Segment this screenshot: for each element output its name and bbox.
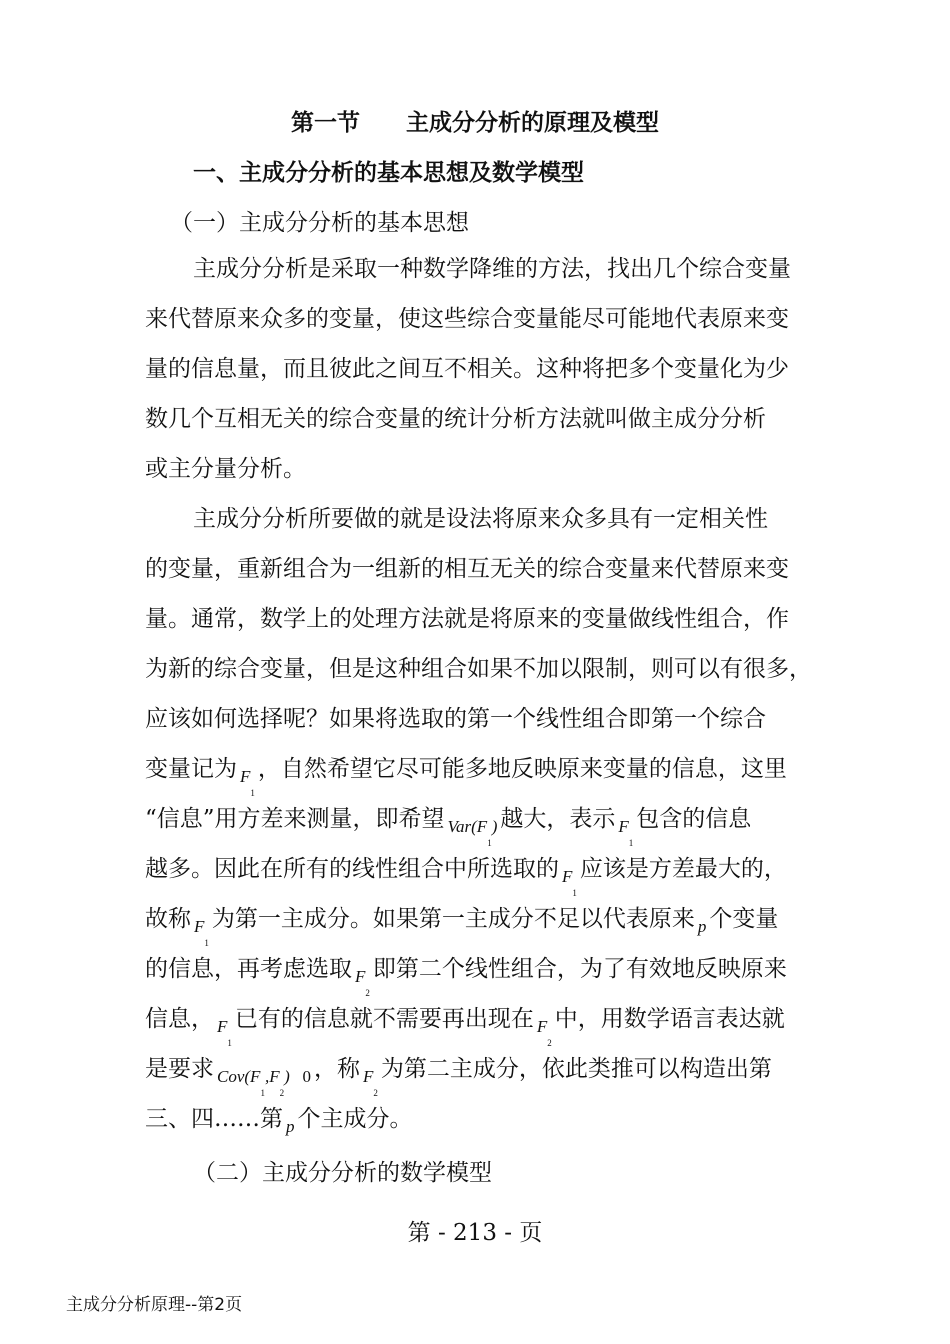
math-p: p bbox=[697, 917, 707, 936]
para2-line8: 越多。因此在所有的线性组合中所选取的 $_{F_1}$应该是方差最大的， bbox=[145, 856, 787, 898]
math-F1: F1 bbox=[562, 867, 577, 898]
para1-line4: 数几个互相无关的综合变量的统计分析方法就叫做主成分分析 bbox=[145, 406, 766, 432]
math-var-F1: Var(F1) bbox=[447, 817, 498, 848]
para2-line1: 主成分分析所要做的就是设法将原来众多具有一定相关性 bbox=[193, 506, 768, 532]
math-F1: F1 bbox=[194, 917, 209, 948]
math-F1: F1 bbox=[240, 767, 255, 798]
math-F2: F2 bbox=[363, 1067, 378, 1098]
math-cov-F1-F2: Cov(F1,F2) 0 bbox=[217, 1067, 311, 1098]
para2-line2: 的变量，重新组合为一组新的相互无关的综合变量来代替原来变 bbox=[145, 556, 789, 582]
section-title: 主成分分析的原理及模型 bbox=[406, 110, 659, 136]
math-p: p bbox=[286, 1117, 295, 1136]
para2-line12: 是要求 $_{Cov(F_1,F_2) 0}$ ，称 $_{F_2}$为第二主成分，依此类推可以构造出第 bbox=[145, 1056, 772, 1098]
para2-line13: 三、四……第 $_p$ 个主成分。 bbox=[145, 1106, 413, 1136]
para2-line10: 的信息，再考虑选取 $_{F_2}$即第二个线性组合，为了有效地反映原来 bbox=[145, 956, 787, 998]
footer-source: 主成分分析原理--第2页 bbox=[66, 1295, 243, 1315]
math-F1: F1 bbox=[217, 1017, 232, 1048]
subheading: 一、主成分分析的基本思想及数学模型 bbox=[193, 160, 584, 186]
para2-line9: 故称 $_{F_1}$为第一主成分。如果第一主成分不足以代表原来 $_p$ 个变量 bbox=[145, 906, 779, 948]
para1-line1: 主成分分析是采取一种数学降维的方法，找出几个综合变量 bbox=[193, 256, 791, 282]
para2-line5: 应该如何选择呢？如果将选取的第一个线性组合即第一个综合 bbox=[145, 706, 766, 732]
para2-line4: 为新的综合变量，但是这种组合如果不加以限制，则可以有很多， bbox=[145, 656, 812, 682]
math-F2: F2 bbox=[536, 1017, 552, 1048]
para2-line3: 量。通常，数学上的处理方法就是将原来的变量做线性组合，作 bbox=[145, 606, 789, 632]
page-number: 第 - 213 - 页 bbox=[407, 1220, 543, 1246]
para1-line5: 或主分量分析。 bbox=[145, 456, 306, 482]
math-F2: F2 bbox=[355, 967, 370, 998]
para2-line11: 信息， $_{F_1}$已有的信息就不需要再出现在 $_{F_2}$中，用数学语言表达就 bbox=[145, 1006, 785, 1048]
math-F1: F1 bbox=[618, 817, 634, 848]
sub-heading-1: （一）主成分分析的基本思想 bbox=[170, 210, 469, 236]
sub-heading-2: （二）主成分分析的数学模型 bbox=[193, 1160, 492, 1186]
para1-line3: 量的信息量，而且彼此之间互不相关。这种将把多个变量化为少 bbox=[145, 356, 789, 382]
section-heading bbox=[0, 104, 950, 137]
para1-line2: 来代替原来众多的变量，使这些综合变量能尽可能地代表原来变 bbox=[145, 306, 789, 332]
section-number: 第一节 bbox=[291, 110, 360, 136]
para2-line6: 变量记为 $_{F_1}$，自然希望它尽可能多地反映原来变量的信息，这里 bbox=[145, 756, 787, 798]
para2-line7: “信息”用方差来测量，即希望 $_{Var(F_1)}$ 越大，表示 $_{F_1}$包含的信息 bbox=[145, 806, 752, 848]
